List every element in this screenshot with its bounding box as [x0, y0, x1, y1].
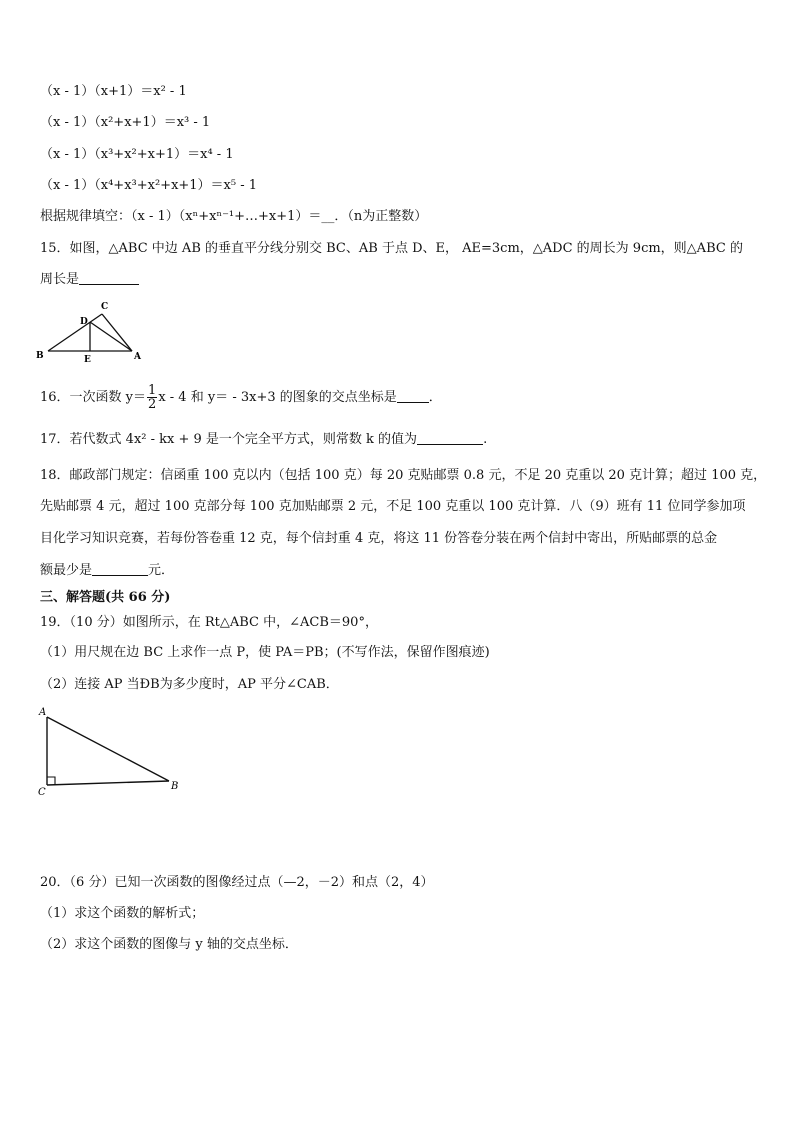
section3-title: 三、解答题(共 66 分) [40, 590, 171, 605]
pattern-fill-rule: 根据规律填空：（x - 1）（xⁿ+xⁿ⁻¹+…+x+1）＝__．（n为正整数） [40, 209, 428, 224]
q20-stem: 20．（6 分）已知一次函数的图像经过点（—2，－2）和点（2，4） [40, 875, 434, 890]
q17-end: . [483, 432, 488, 447]
q19-part2: （2）连接 AP 当ÐB为多少度时，AP 平分∠CAB． [40, 677, 339, 692]
q16-line [40, 383, 442, 413]
q19-stem: 19．（10 分）如图所示，在 Rt△ABC 中，∠ACB＝90°， [40, 615, 378, 630]
q18-line4-prefix: 额最少是 [40, 563, 93, 578]
q18-line3: 目化学习知识竞赛，若每份答卷重 12 克，每个信封重 4 克，将这 11 份答卷分装在两个信封中寄出，所贴邮票的总金 [40, 531, 718, 546]
pattern-line-4: （x - 1）（x⁴+x³+x²+x+1）＝x⁵ - 1 [40, 178, 258, 193]
q19-part1: （1）用尺规在边 BC 上求作一点 P，使 PA＝PB；(不写作法，保留作图痕迹) [40, 645, 490, 660]
q20-part1: （1）求这个函数的解析式； [40, 906, 205, 921]
q20-part2: （2）求这个函数的图像与 y 轴的交点坐标． [40, 937, 298, 952]
q16-frac-num: 1 [148, 383, 157, 398]
q15-label-b: B [36, 351, 44, 361]
q16-fraction [147, 384, 157, 411]
q17-answer-blank [417, 432, 483, 445]
q16-answer-blank [397, 390, 429, 403]
q19-label-b: B [171, 781, 179, 792]
q15-triangle-figure [34, 298, 149, 362]
q15-answer-blank [79, 272, 139, 285]
q17-prefix: 17．若代数式 4x² - kx + 9 是一个完全平方式，则常数 k 的值为 [40, 432, 418, 447]
q15-label-c: C [101, 302, 109, 312]
q16-suffix: x - 4 和 y＝ - 3x+3 的图象的交点坐标是 [158, 390, 397, 405]
q16-prefix: 16．一次函数 y＝ [40, 390, 147, 405]
q19-label-a: A [39, 707, 47, 718]
q15-label-d: D [80, 317, 88, 327]
q15-line1: 15．如图，△ABC 中边 AB 的垂直平分线分别交 BC、AB 于点 D、E， AE=3cm，△ADC 的周长为 9cm，则△ABC 的 [40, 241, 743, 256]
pattern-line-2: （x - 1）（x²+x+1）＝x³ - 1 [40, 115, 211, 130]
q15-label-e: E [84, 355, 91, 362]
q19-label-c: C [38, 787, 46, 798]
q15-line2-text: 周长是 [40, 272, 80, 287]
pattern-line-1: （x - 1）（x+1）＝x² - 1 [40, 84, 187, 99]
q15-label-a: A [134, 352, 141, 362]
q18-line1: 18．邮政部门规定：信函重 100 克以内（包括 100 克）每 20 克贴邮票 0.8 元，不足 20 克重以 20 克计算；超过 100 克， [40, 468, 767, 483]
q18-answer-blank [92, 563, 148, 576]
q16-end: ． [428, 390, 442, 405]
q18-line2: 先贴邮票 4 元，超过 100 克部分每 100 克加贴邮票 2 元，不足 100 克重以 100 克计算．八（9）班有 11 位同学参加项 [40, 499, 746, 514]
q17-line [40, 432, 487, 448]
q18-line4-suffix: 元． [148, 563, 175, 578]
q15-line2 [40, 272, 139, 288]
pattern-line-3: （x - 1）（x³+x²+x+1）＝x⁴ - 1 [40, 147, 234, 162]
q19-right-triangle-figure [34, 703, 184, 798]
q18-line4 [40, 563, 174, 579]
q16-frac-den: 2 [148, 397, 157, 412]
